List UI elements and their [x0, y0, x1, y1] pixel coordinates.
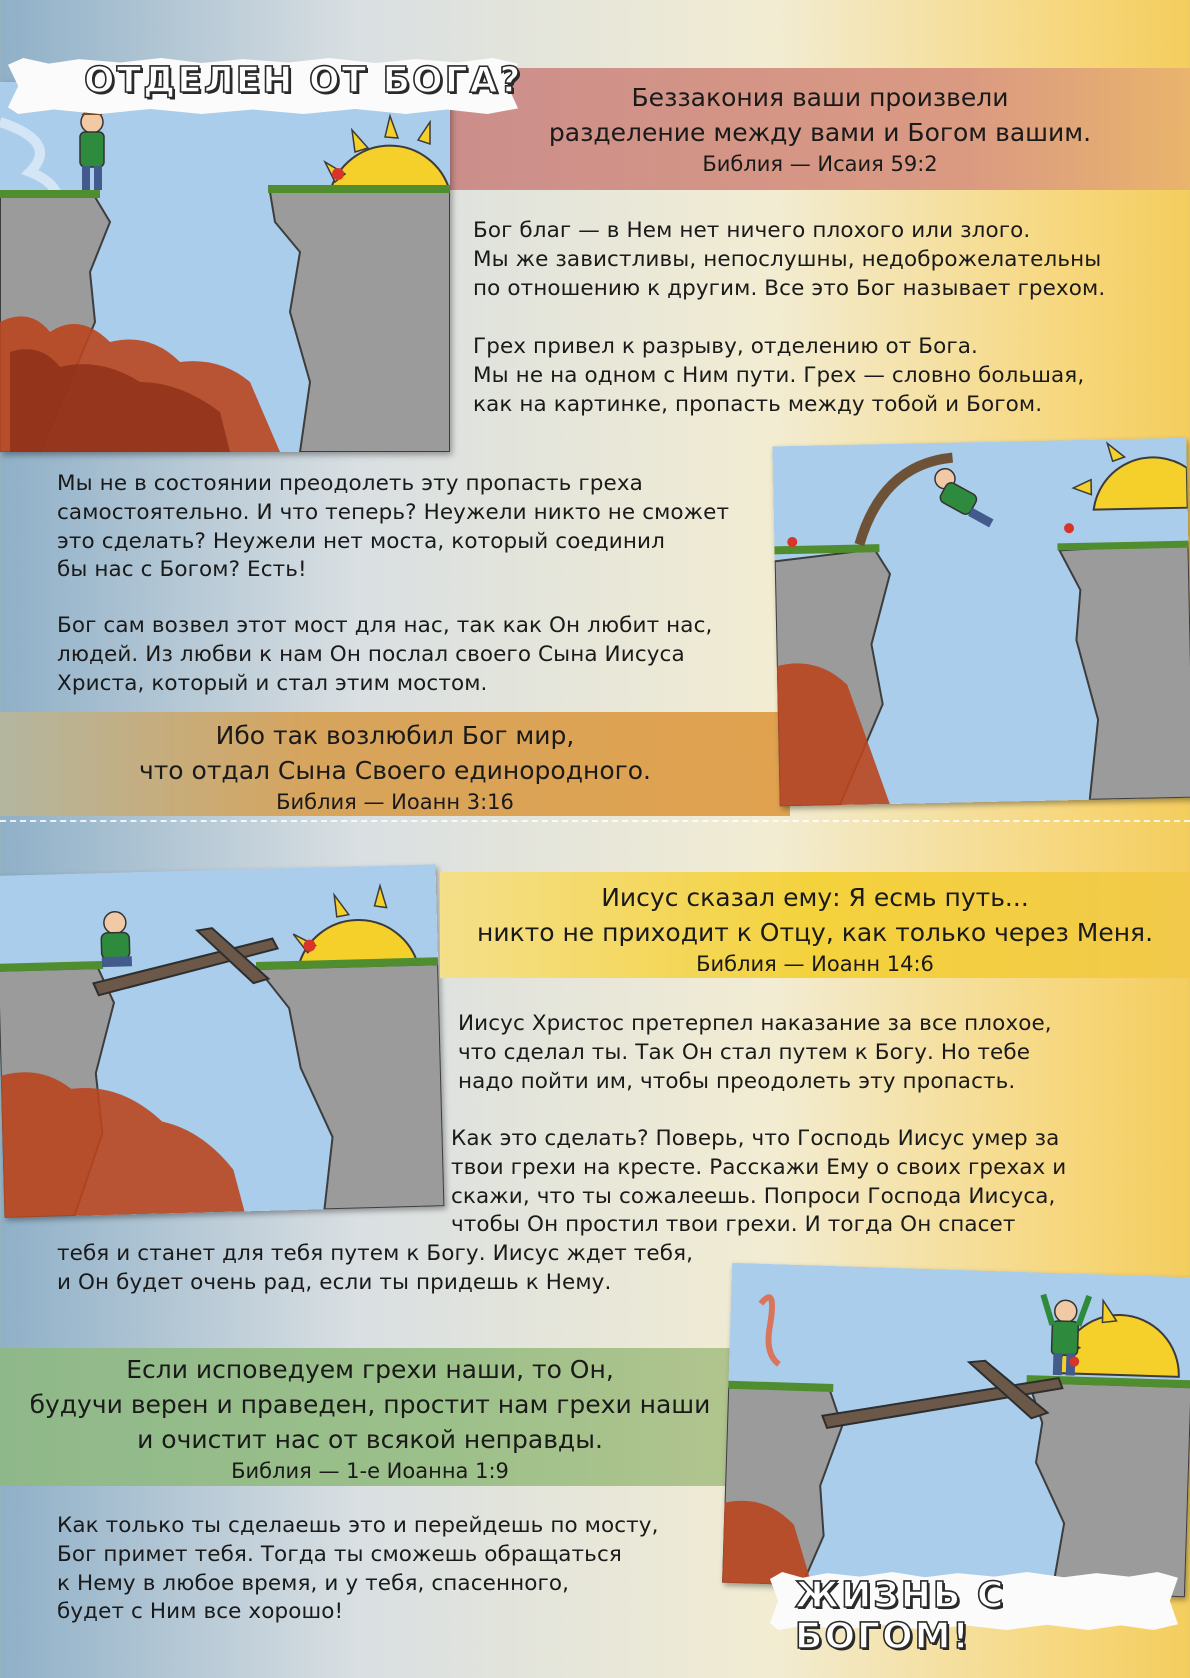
- verse-reference: Библия — 1-е Иоанна 1:9: [231, 1459, 509, 1483]
- verse-reference: Библия — Иоанн 3:16: [276, 790, 514, 814]
- falling-illustration: [772, 438, 1190, 807]
- verse-band-isaiah: [450, 68, 1190, 190]
- illustration-falling: [772, 438, 1190, 807]
- verse-line: Если исповедуем грехи наши, то Он,: [126, 1355, 614, 1384]
- page-title: ОТДЕЛЕН ОТ БОГА?: [84, 60, 523, 101]
- paragraph: Как это сделать? Поверь, что Господь Иисус умер за твои грехи на кресте. Расскажи Ему о своих грехах и скажи, что ты сожалеешь. Попроси Господа Иисуса, чтобы Он простил твои грехи. И тогда Он спасет: [451, 1126, 1067, 1238]
- verse-band-john-14-6: [440, 872, 1190, 978]
- paragraph: Мы не в состоянии преодолеть эту пропасть греха самостоятельно. И что теперь? Неужели никто не сможет это сделать? Неужели нет моста, который соединил бы нас с Богом? Есть!: [57, 471, 730, 583]
- paragraph: Бог сам возвел этот мост для нас, так как Он любит нас, людей. Из любви к нам Он послал своего Сына Иисуса Христа, который и стал этим мостом.: [57, 613, 713, 696]
- section-divider: [0, 820, 1190, 822]
- paragraph: Бог благ — в Нем нет ничего плохого или злого. Мы же завистливы, непослушны, недоброжелательны по отношению к другим. Все это Бог называет грехом.: [473, 218, 1106, 301]
- illustration-cross-bridge: [0, 864, 444, 1217]
- verse-reference: Библия — Исаия 59:2: [702, 152, 938, 176]
- paragraph: тебя и станет для тебя путем к Богу. Иисус ждет тебя, и Он будет очень рад, если ты придешь к Нему.: [57, 1241, 694, 1295]
- paragraph: Как только ты сделаешь это и перейдешь по мосту, Бог примет тебя. Тогда ты сможешь обращаться к Нему в любое время, и у тебя, спасенного, будет с Ним все хорошо!: [57, 1513, 659, 1625]
- verse-line: никто не приходит к Отцу, как только через Меня.: [476, 918, 1154, 947]
- flower-icon: [332, 168, 344, 180]
- paragraph: Иисус Христос претерпел наказание за все плохое, что сделал ты. Так Он стал путем к Богу. Но тебе надо пойти им, чтобы преодолеть эту пропасть.: [458, 1011, 1052, 1094]
- verse-line: Беззакония ваши произвели: [631, 83, 1009, 112]
- verse-band-1-john-1-9: [0, 1348, 740, 1486]
- verse-line: и очистит нас от всякой неправды.: [137, 1425, 603, 1454]
- verse-line: что отдал Сына Своего единородного.: [138, 756, 652, 785]
- verse-line: разделение между вами и Богом вашим.: [548, 118, 1092, 147]
- footer-title: ЖИЗНЬ С БОГОМ!: [795, 1575, 1006, 1657]
- crossed-over-illustration: [722, 1263, 1190, 1597]
- verse-reference: Библия — Иоанн 14:6: [696, 952, 934, 976]
- chasm-illustration: [0, 82, 450, 452]
- illustration-separated: [0, 82, 450, 452]
- paragraph: Грех привел к разрыву, отделению от Бога. Мы не на одном с Ним пути. Грех — словно большая, как на картинке, пропасть между тобой и Богом.: [473, 334, 1085, 417]
- verse-band-john-3-16: [0, 712, 790, 816]
- illustration-crossed-over: [722, 1263, 1190, 1597]
- verse-line: Ибо так возлюбил Бог мир,: [215, 721, 575, 750]
- verse-line: будучи верен и праведен, простит нам грехи наши: [29, 1390, 711, 1419]
- cross-bridge-illustration: [0, 864, 444, 1217]
- verse-line: Иисус сказал ему: Я есмь путь...: [601, 883, 1029, 912]
